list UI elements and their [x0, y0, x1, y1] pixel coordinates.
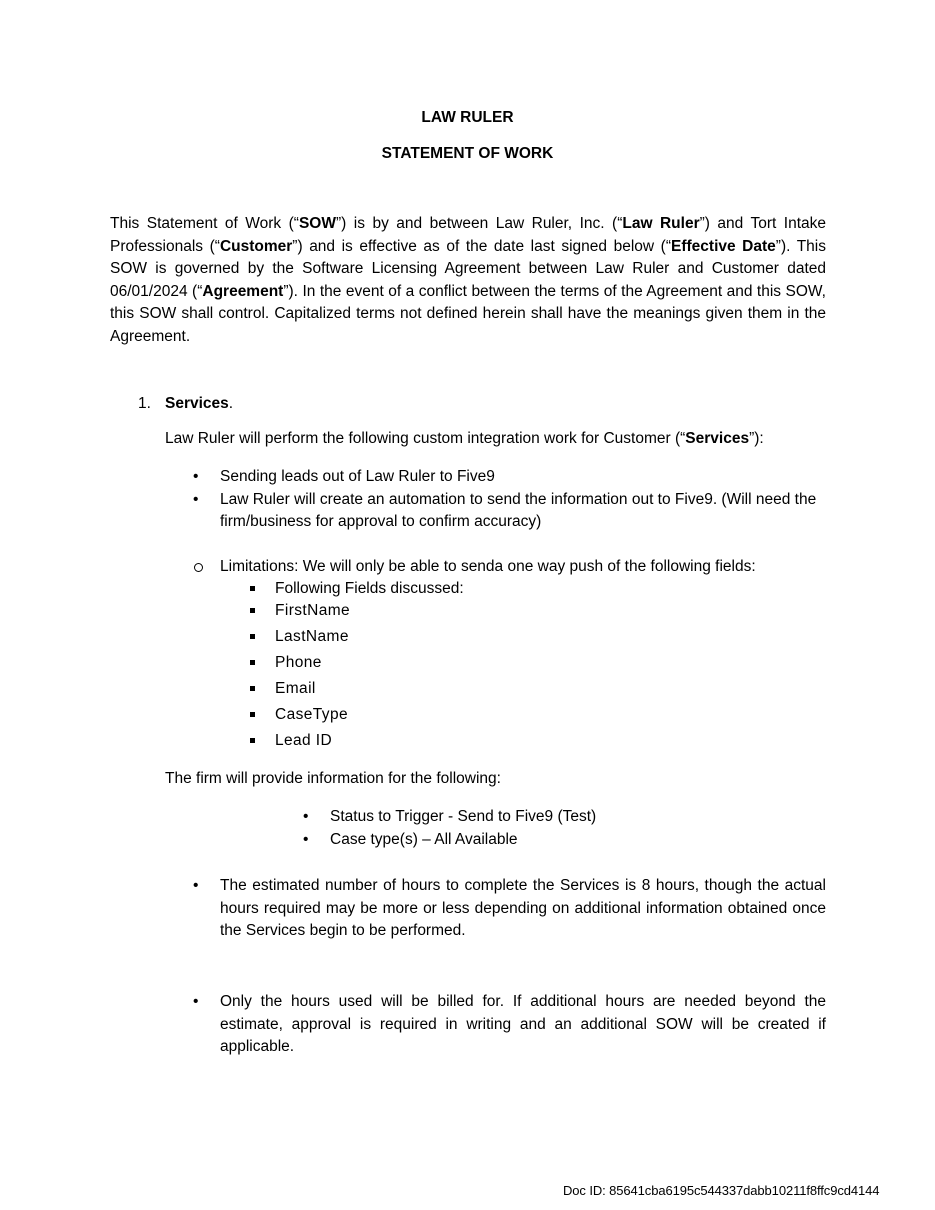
- list-item: [248, 731, 464, 757]
- intro-text: ”) and is effective as of the date last signed below (“: [292, 237, 671, 255]
- services-bullet-list: [193, 466, 826, 534]
- intro-term-customer: Customer: [219, 237, 293, 255]
- intro-term-agreement: Agreement: [202, 282, 284, 300]
- list-item: [248, 627, 464, 653]
- fields-list: [248, 579, 464, 757]
- square-bullet-icon: [250, 634, 255, 639]
- intro-term-effective-date: Effective Date: [671, 237, 776, 255]
- square-bullet-icon: [250, 738, 255, 743]
- field-text: Following Fields discussed:: [275, 580, 464, 597]
- list-item: [193, 489, 826, 534]
- section-title: Services: [165, 395, 229, 412]
- list-item: [248, 579, 464, 601]
- bullet-icon: •: [303, 830, 309, 848]
- section-title-period: .: [228, 395, 234, 412]
- doc-id-footer: Doc ID: 85641cba6195c544337dabb10211f8ffc9cd4144: [563, 1183, 880, 1198]
- services-intro-suffix: ”):: [749, 430, 764, 447]
- billing-list: [193, 991, 826, 1059]
- field-text: LastName: [275, 628, 349, 645]
- estimate-list: [193, 875, 826, 943]
- square-bullet-icon: [250, 712, 255, 717]
- section-number: 1.: [138, 395, 151, 412]
- list-item-text: Status to Trigger - Send to Five9 (Test): [330, 808, 597, 825]
- intro-term-sow: SOW: [298, 215, 336, 232]
- square-bullet-icon: [250, 686, 255, 691]
- section-heading: [138, 395, 233, 413]
- limitations-item: [193, 556, 833, 579]
- intro-term-law-ruler: Law Ruler: [622, 215, 700, 232]
- list-item: [248, 705, 464, 731]
- list-item: [248, 679, 464, 705]
- list-item: [193, 875, 826, 943]
- billing-text: Only the hours used will be billed for. If additional hours are needed beyond the estimate, approval is required in writing and an additional SOW will be created if applicable.: [220, 993, 826, 1055]
- services-intro-text: Law Ruler will perform the following custom integration work for Customer (“: [165, 430, 686, 447]
- bullet-icon: •: [193, 468, 199, 485]
- field-text: Lead ID: [275, 732, 333, 749]
- services-intro: [165, 430, 835, 448]
- square-bullet-icon: [250, 608, 255, 613]
- list-item: [303, 806, 596, 829]
- list-item-text: Sending leads out of Law Ruler to Five9: [220, 468, 495, 485]
- limitations-text: Limitations: We will only be able to senda one way push of the following fields:: [220, 558, 756, 575]
- bullet-icon: •: [193, 490, 199, 508]
- document-title: STATEMENT OF WORK: [381, 145, 554, 162]
- list-item: [193, 991, 826, 1059]
- field-text: Email: [275, 680, 316, 697]
- field-text: Phone: [275, 654, 322, 671]
- intro-text: ”) is by and between Law Ruler, Inc. (“: [336, 215, 623, 232]
- list-item-text: Law Ruler will create an automation to send the information out to Five9. (Will need the firm/business for approval to confirm accuracy): [220, 490, 817, 530]
- bullet-icon: •: [193, 993, 199, 1010]
- intro-text: ”). This SOW is governed by the Software Licensing Agreement between Law Ruler and Customer dated 06/01/2024 (“: [110, 237, 826, 300]
- intro-text: ”). In the event of a conflict between the terms of the Agreement and this SOW, this SOW shall control. Capitalized terms not defined herein shall have the meanings given them in the Agreement.: [110, 282, 826, 345]
- list-item: [193, 466, 826, 489]
- firm-info-text: The firm will provide information for the following:: [165, 770, 501, 787]
- estimate-text: The estimated number of hours to complete the Services is 8 hours, though the actual hours required may be more or less depending on additional information obtained once the Services begin to be performed.: [220, 877, 826, 939]
- square-bullet-icon: [250, 660, 255, 665]
- field-text: FirstName: [275, 602, 351, 619]
- circle-bullet-icon: [194, 563, 203, 572]
- intro-paragraph: [110, 213, 826, 348]
- list-item: [248, 601, 464, 627]
- company-title: LAW RULER: [421, 109, 514, 126]
- bullet-icon: •: [303, 808, 309, 825]
- intro-text: ”) and Tort Intake Professionals (“: [110, 215, 827, 255]
- firm-info-list: [303, 806, 596, 851]
- list-item: [303, 829, 596, 852]
- list-item-text: Case type(s) – All Available: [330, 830, 518, 848]
- bullet-icon: •: [193, 877, 199, 894]
- intro-text: This Statement of Work (“: [110, 215, 299, 232]
- services-term: Services: [685, 430, 750, 447]
- square-bullet-icon: [250, 586, 255, 591]
- list-item: [248, 653, 464, 679]
- field-text: CaseType: [275, 706, 348, 723]
